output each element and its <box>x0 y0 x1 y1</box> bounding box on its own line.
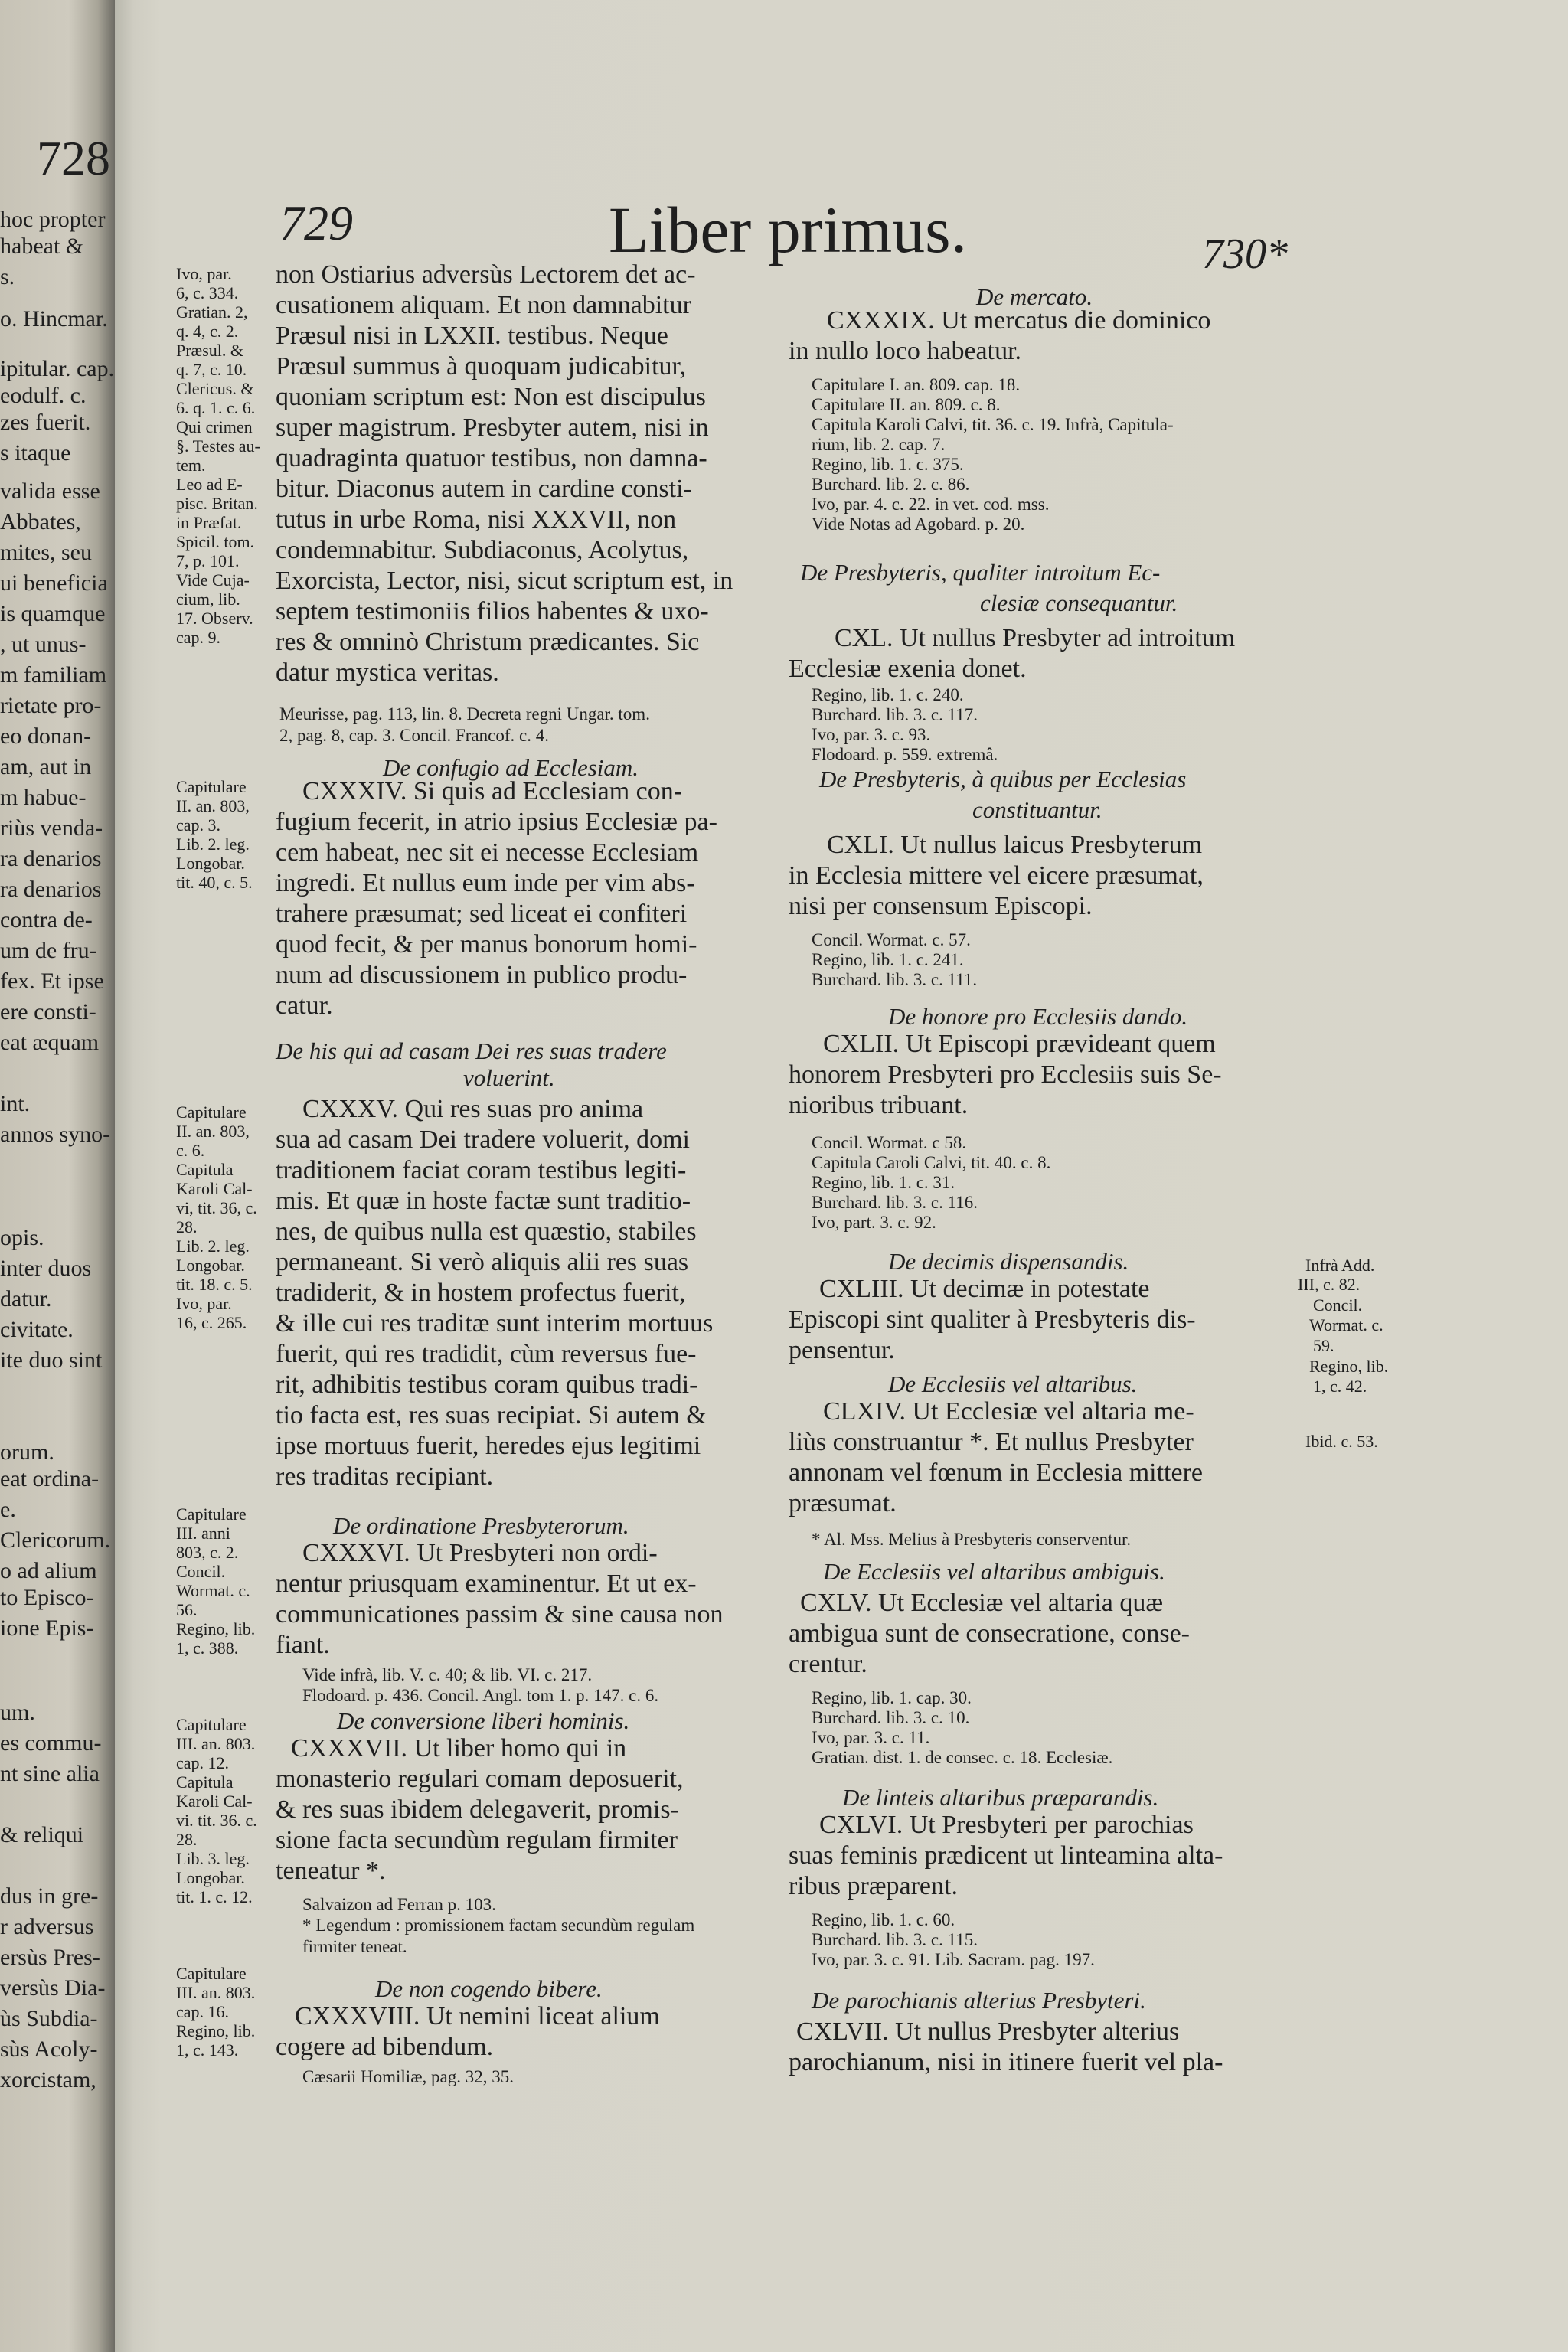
margin-reference: 6. q. 1. c. 6. <box>176 398 256 417</box>
previous-page-number: 728 <box>37 131 110 185</box>
margin-reference: Capitulare <box>176 777 247 796</box>
source-note: Ivo, par. 3. c. 93. <box>812 725 931 744</box>
source-note: * Al. Mss. Melius à Presbyteris conserventur. <box>812 1530 1132 1549</box>
source-note: Regino, lib. 1. c. 241. <box>812 950 964 969</box>
source-note: Regino, lib. 1. c. 375. <box>812 455 964 474</box>
running-title: Liber primus. <box>609 193 968 266</box>
margin-reference: III. anni <box>176 1524 230 1543</box>
text-line: bitur. Diaconus autem in cardine consti- <box>276 475 692 503</box>
section-heading: voluerint. <box>463 1064 555 1091</box>
margin-reference: Capitula <box>176 1772 234 1792</box>
section-heading: De parochianis alterius Presbyteri. <box>812 1987 1146 2014</box>
text-line: ipse mortuus fuerit, heredes ejus legitimi <box>276 1432 701 1460</box>
left-page-number: 729 <box>279 196 353 250</box>
text-line: CXXXV. Qui res suas pro anima <box>302 1095 644 1123</box>
source-note: Ivo, par. 4. c. 22. in vet. cod. mss. <box>812 495 1050 514</box>
text-line: CXLI. Ut nullus laicus Presbyterum <box>827 831 1203 859</box>
previous-page-line: riùs venda- <box>0 815 103 841</box>
right-page-number: 730* <box>1202 230 1288 278</box>
margin-reference: Regino, lib. <box>176 2021 256 2040</box>
source-note: Burchard. lib. 2. c. 86. <box>812 475 970 494</box>
margin-reference: tit. 40, c. 5. <box>176 873 253 892</box>
margin-reference: cap. 16. <box>176 2002 230 2021</box>
margin-reference: 6, c. 334. <box>176 283 239 302</box>
previous-page-line: am, aut in <box>0 754 92 779</box>
text-line: in Ecclesia mittere vel eicere præsumat, <box>789 861 1204 890</box>
margin-reference: Longobar. <box>176 1868 245 1887</box>
margin-reference: 1, c. 143. <box>176 2040 239 2060</box>
previous-page-line: um. <box>0 1700 35 1725</box>
previous-page-line: Abbates, <box>0 509 81 534</box>
text-line: catur. <box>276 991 333 1020</box>
source-note: Salvaizon ad Ferran p. 103. <box>302 1895 496 1914</box>
text-line: Præsul summus à quoquam judicabitur, <box>276 352 686 381</box>
margin-reference: tit. 1. c. 12. <box>176 1887 253 1906</box>
margin-reference: Clericus. & <box>176 379 254 398</box>
previous-page-line: eat ordina- <box>0 1466 100 1491</box>
book-page <box>115 0 1568 2352</box>
previous-page-line: es commu- <box>0 1730 102 1756</box>
text-line: CXXXVIII. Ut nemini liceat alium <box>295 2002 660 2030</box>
previous-page-line: ersùs Pres- <box>0 1945 100 1970</box>
margin-reference: 56. <box>176 1600 198 1619</box>
text-line: nes, de quibus nulla est quæstio, stabiles <box>276 1217 697 1246</box>
source-note: Burchard. lib. 3. c. 115. <box>812 1930 978 1949</box>
text-line: CXXXIV. Si quis ad Ecclesiam con- <box>302 777 683 805</box>
previous-page-line: o. Hincmar. <box>0 306 108 332</box>
section-heading: clesiæ consequantur. <box>980 590 1178 616</box>
source-note: Regino, lib. 1. c. 31. <box>812 1173 956 1192</box>
margin-reference: III. an. 803. <box>176 1983 256 2002</box>
source-note: * Legendum : promissionem factam secundùm regulam <box>302 1916 695 1935</box>
margin-reference: II. an. 803, <box>176 1122 250 1141</box>
previous-page-line: int. <box>0 1091 31 1116</box>
margin-reference: Concil. <box>176 1562 226 1581</box>
text-line: pensentur. <box>789 1336 895 1364</box>
text-line: mis. Et quæ in hoste factæ sunt traditio- <box>276 1187 691 1215</box>
text-line: nioribus tribuant. <box>789 1091 969 1119</box>
previous-page-line: fex. Et ipse <box>0 969 104 994</box>
margin-reference: Capitula <box>176 1160 234 1179</box>
text-line: communicationes passim & sine causa non <box>276 1600 724 1628</box>
source-note: Regino, lib. 1. cap. 30. <box>812 1688 972 1707</box>
text-line: datur mystica veritas. <box>276 658 499 687</box>
margin-reference: pisc. Britan. <box>176 494 258 513</box>
text-line: num ad discussionem in publico produ- <box>276 961 688 989</box>
text-line: annonam vel fœnum in Ecclesia mittere <box>789 1459 1203 1487</box>
margin-reference: 17. Observ. <box>176 609 253 628</box>
previous-page-line: ione Epis- <box>0 1615 94 1641</box>
previous-page-line: inter duos <box>0 1256 92 1281</box>
margin-reference: Præsul. & <box>176 341 244 360</box>
source-note: Regino, lib. 1. c. 240. <box>812 685 964 704</box>
previous-page-line: valida esse <box>0 479 100 504</box>
margin-reference: tit. 18. c. 5. <box>176 1275 253 1294</box>
text-line: parochianum, nisi in itinere fuerit vel pla- <box>789 2048 1223 2076</box>
previous-page-line: rietate pro- <box>0 693 102 718</box>
previous-page-line: hoc propter <box>0 207 106 232</box>
previous-page-line: ra denarios <box>0 877 102 902</box>
section-heading: De Ecclesiis vel altaribus. <box>888 1370 1138 1397</box>
source-note: Burchard. lib. 3. c. 116. <box>812 1193 978 1212</box>
margin-reference: §. Testes au- <box>176 436 260 456</box>
source-note: Capitula Caroli Calvi, tit. 40. c. 8. <box>812 1153 1051 1172</box>
text-line: ribus præparent. <box>789 1872 958 1900</box>
text-line: crentur. <box>789 1650 867 1678</box>
source-note: Capitulare I. an. 809. cap. 18. <box>812 375 1021 394</box>
text-line: quoniam scriptum est: Non est discipulus <box>276 383 706 411</box>
margin-reference: Capitulare <box>176 1102 247 1122</box>
previous-page-line: is quamque <box>0 601 106 626</box>
text-line: CXLIII. Ut decimæ in potestate <box>819 1275 1150 1303</box>
text-line: sua ad casam Dei tradere voluerit, domi <box>276 1125 690 1154</box>
margin-reference: Karoli Cal- <box>176 1179 253 1198</box>
previous-page-line: , ut unus- <box>0 632 87 657</box>
previous-page-line: xorcistam, <box>0 2067 96 2092</box>
section-heading: De his qui ad casam Dei res suas tradere <box>276 1037 667 1064</box>
text-line: septem testimoniis filios habentes & uxo- <box>276 597 709 626</box>
text-line: CLXIV. Ut Ecclesiæ vel altaria me- <box>823 1397 1194 1426</box>
margin-reference: cap. 12. <box>176 1753 230 1772</box>
margin-reference: II. an. 803, <box>176 796 250 815</box>
margin-reference: III. an. 803. <box>176 1734 256 1753</box>
text-line: permaneant. Si verò aliquis alii res suas <box>276 1248 689 1276</box>
margin-reference: 59. <box>1313 1336 1334 1355</box>
margin-reference: cap. 3. <box>176 815 221 835</box>
previous-page-line: versùs Dia- <box>0 1975 106 2001</box>
previous-page-line: orum. <box>0 1439 54 1465</box>
text-line: ambigua sunt de consecratione, conse- <box>789 1619 1190 1648</box>
margin-reference: Leo ad E- <box>176 475 243 494</box>
source-note: 2, pag. 8, cap. 3. Concil. Francof. c. 4. <box>279 726 549 745</box>
text-line: liùs construantur *. Et nullus Presbyter <box>789 1428 1194 1456</box>
margin-reference: Capitulare <box>176 1504 247 1524</box>
text-line: & ille cui res traditæ sunt interim mortuus <box>276 1309 714 1338</box>
source-note: Vide infrà, lib. V. c. 40; & lib. VI. c. 217. <box>302 1665 593 1684</box>
margin-reference: vi. tit. 36. c. <box>176 1811 257 1830</box>
previous-page-line: um de fru- <box>0 938 97 963</box>
text-line: CXXXIX. Ut mercatus die dominico <box>827 306 1211 335</box>
margin-reference: Lib. 3. leg. <box>176 1849 250 1868</box>
text-line: tutus in urbe Roma, nisi XXXVII, non <box>276 505 677 534</box>
text-line: fiant. <box>276 1631 330 1659</box>
previous-page-line: to Episco- <box>0 1585 94 1610</box>
text-line: condemnabitur. Subdiaconus, Acolytus, <box>276 536 689 564</box>
margin-reference: 28. <box>176 1830 198 1849</box>
text-line: monasterio regulari comam deposuerit, <box>276 1765 684 1793</box>
section-heading: De mercato. <box>976 283 1093 310</box>
text-line: præsumat. <box>789 1489 897 1517</box>
previous-page-line: m familiam <box>0 662 107 688</box>
margin-reference: cap. 9. <box>176 628 221 647</box>
previous-page-line: ere consti- <box>0 999 96 1024</box>
text-line: CXLII. Ut Episcopi prævideant quem <box>823 1030 1216 1058</box>
margin-reference: 1, c. 388. <box>176 1638 239 1658</box>
margin-reference: Capitulare <box>176 1715 247 1734</box>
source-note: firmiter teneat. <box>302 1937 407 1956</box>
source-note: Burchard. lib. 3. c. 10. <box>812 1708 970 1727</box>
text-line: nentur priusquam examinentur. Et ut ex- <box>276 1570 697 1598</box>
text-line: quod fecit, & per manus bonorum homi- <box>276 930 697 959</box>
margin-reference: Vide Cuja- <box>176 570 250 590</box>
source-note: Burchard. lib. 3. c. 111. <box>812 970 978 989</box>
margin-reference: 1, c. 42. <box>1313 1377 1367 1396</box>
previous-page-line: m habue- <box>0 785 87 810</box>
previous-page-line: s itaque <box>0 440 71 466</box>
text-line: cusationem aliquam. Et non damnabitur <box>276 291 691 319</box>
text-line: Præsul nisi in LXXII. testibus. Neque <box>276 322 668 350</box>
source-note: Meurisse, pag. 113, lin. 8. Decreta regni Ungar. tom. <box>279 704 650 724</box>
text-line: CXLVI. Ut Presbyteri per parochias <box>819 1811 1194 1839</box>
text-line: CXXXVI. Ut Presbyteri non ordi- <box>302 1539 658 1567</box>
text-line: Ecclesiæ exenia donet. <box>789 655 1027 683</box>
previous-page-line: opis. <box>0 1225 44 1250</box>
margin-reference: q. 7, c. 10. <box>176 360 247 379</box>
text-line: teneatur *. <box>276 1857 386 1885</box>
text-line: trahere præsumat; sed liceat ei confiteri <box>276 900 688 928</box>
text-line: traditionem faciat coram testibus legiti- <box>276 1156 687 1184</box>
margin-reference: Qui crimen <box>176 417 253 436</box>
previous-page-line: Clericorum. <box>0 1527 111 1553</box>
text-line: & res suas ibidem delegaverit, promis- <box>276 1795 679 1824</box>
previous-page-line: nt sine alia <box>0 1761 100 1786</box>
text-line: non Ostiarius adversùs Lectorem det ac- <box>276 260 696 289</box>
previous-page-line: datur. <box>0 1286 52 1312</box>
text-line: suas feminis prædicent ut linteamina alta- <box>789 1841 1223 1870</box>
margin-reference: in Præfat. <box>176 513 242 532</box>
source-note: Cæsarii Homiliæ, pag. 32, 35. <box>302 2067 514 2086</box>
section-heading: De conversione liberi hominis. <box>337 1707 630 1734</box>
text-line: rit, adhibitis testibus coram quibus tradi- <box>276 1370 698 1399</box>
section-heading: De Ecclesiis vel altaribus ambiguis. <box>823 1558 1165 1585</box>
section-heading: De honore pro Ecclesiis dando. <box>888 1003 1188 1030</box>
margin-reference: c. 6. <box>176 1141 205 1160</box>
margin-reference: Karoli Cal- <box>176 1792 253 1811</box>
margin-reference: Wormat. c. <box>176 1581 250 1600</box>
margin-reference: 7, p. 101. <box>176 551 240 570</box>
text-line: Exorcista, Lector, nisi, sicut scriptum est, in <box>276 567 733 595</box>
source-note: Burchard. lib. 3. c. 117. <box>812 705 978 724</box>
section-heading: De confugio ad Ecclesiam. <box>383 754 639 781</box>
text-line: CXXXVII. Ut liber homo qui in <box>291 1734 627 1762</box>
margin-reference: Regino, lib. <box>1309 1357 1389 1376</box>
margin-reference: Wormat. c. <box>1309 1315 1383 1334</box>
section-heading: constituantur. <box>972 796 1102 823</box>
margin-reference: Ibid. c. 53. <box>1305 1432 1378 1451</box>
margin-reference: Infrà Add. <box>1305 1256 1375 1275</box>
previous-page-line: o ad alium <box>0 1558 97 1583</box>
margin-reference: Gratian. 2, <box>176 302 248 322</box>
margin-reference: Regino, lib. <box>176 1619 256 1638</box>
source-note: Flodoard. p. 436. Concil. Angl. tom 1. p. 147. c. 6. <box>302 1686 659 1705</box>
text-line: res & omninò Christum prædicantes. Sic <box>276 628 700 656</box>
previous-page-line: eat æquam <box>0 1030 100 1055</box>
text-line: CXL. Ut nullus Presbyter ad introitum <box>835 624 1236 652</box>
text-line: honorem Presbyteri pro Ecclesiis suis Se- <box>789 1060 1222 1089</box>
previous-page-line: dus in gre- <box>0 1883 99 1909</box>
margin-reference: Spicil. tom. <box>176 532 255 551</box>
text-line: quadraginta quatuor testibus, non damna- <box>276 444 707 472</box>
source-note: Ivo, par. 3. c. 11. <box>812 1728 930 1747</box>
margin-reference: cium, lib. <box>176 590 240 609</box>
margin-reference: III, c. 82. <box>1298 1275 1361 1294</box>
previous-page-line: eodulf. c. <box>0 383 87 408</box>
text-line: res traditas recipiant. <box>276 1462 494 1491</box>
source-note: Vide Notas ad Agobard. p. 20. <box>812 514 1025 534</box>
source-note: Flodoard. p. 559. extremâ. <box>812 745 998 764</box>
previous-page-line: ùs Subdia- <box>0 2006 98 2031</box>
previous-page-line: habeat & <box>0 234 84 259</box>
source-note: Concil. Wormat. c. 57. <box>812 930 971 949</box>
previous-page-line: eo donan- <box>0 724 92 749</box>
text-line: fuerit, qui res tradidit, cùm reversus fue- <box>276 1340 697 1368</box>
margin-reference: Ivo, par. <box>176 1294 232 1313</box>
source-note: Ivo, par. 3. c. 91. Lib. Sacram. pag. 197. <box>812 1950 1095 1969</box>
previous-page-line: mites, seu <box>0 540 92 565</box>
text-line: tradiderit, & in hostem profectus fuerit, <box>276 1279 686 1307</box>
margin-reference: Lib. 2. leg. <box>176 1236 250 1256</box>
previous-page-edge <box>0 0 115 2352</box>
text-line: in nullo loco habeatur. <box>789 337 1022 365</box>
margin-reference: Lib. 2. leg. <box>176 835 250 854</box>
previous-page-line: zes fuerit. <box>0 410 91 435</box>
previous-page-line: s. <box>0 264 15 289</box>
section-heading: De Presbyteris, à quibus per Ecclesias <box>819 766 1187 792</box>
text-line: ingredi. Et nullus eum inde per vim abs- <box>276 869 695 897</box>
text-line: CXLV. Ut Ecclesiæ vel altaria quæ <box>800 1589 1164 1617</box>
margin-reference: q. 4, c. 2. <box>176 322 239 341</box>
margin-reference: 803, c. 2. <box>176 1543 239 1562</box>
previous-page-line: ui beneficia <box>0 570 108 596</box>
previous-page-line: ra denarios <box>0 846 102 871</box>
previous-page-line: sùs Acoly- <box>0 2037 98 2062</box>
text-line: fugium fecerit, in atrio ipsius Ecclesiæ pa- <box>276 808 717 836</box>
source-note: rium, lib. 2. cap. 7. <box>812 435 946 454</box>
text-line: cogere ad bibendum. <box>276 2033 494 2061</box>
previous-page-line: annos syno- <box>0 1122 111 1147</box>
margin-reference: Concil. <box>1313 1295 1363 1315</box>
section-heading: De Presbyteris, qualiter introitum Ec- <box>800 559 1161 586</box>
previous-page-line: civitate. <box>0 1317 74 1342</box>
source-note: Concil. Wormat. c 58. <box>812 1133 967 1152</box>
previous-page-line: ite duo sint <box>0 1348 103 1373</box>
source-note: Gratian. dist. 1. de consec. c. 18. Ecclesiæ. <box>812 1748 1113 1767</box>
text-line: tio facta est, res suas recipiat. Si autem & <box>276 1401 707 1429</box>
margin-reference: Capitulare <box>176 1964 247 1983</box>
margin-reference: Longobar. <box>176 854 245 873</box>
margin-reference: Longobar. <box>176 1256 245 1275</box>
text-line: sione facta secundùm regulam firmiter <box>276 1826 678 1854</box>
source-note: Regino, lib. 1. c. 60. <box>812 1910 956 1929</box>
section-heading: De ordinatione Presbyterorum. <box>333 1512 629 1539</box>
source-note: Ivo, part. 3. c. 92. <box>812 1213 936 1232</box>
previous-page-line: contra de- <box>0 907 93 933</box>
text-line: CXLVII. Ut nullus Presbyter alterius <box>796 2017 1180 2046</box>
text-line: nisi per consensum Episcopi. <box>789 892 1093 920</box>
margin-reference: 28. <box>176 1217 198 1236</box>
previous-page-line: & reliqui <box>0 1822 84 1847</box>
text-line: super magistrum. Presbyter autem, nisi in <box>276 413 709 442</box>
text-line: cem habeat, nec sit ei necesse Ecclesiam <box>276 838 699 867</box>
text-line: Episcopi sint qualiter à Presbyteris dis- <box>789 1305 1196 1334</box>
previous-page-line: r adversus <box>0 1914 94 1939</box>
source-note: Capitulare II. an. 809. c. 8. <box>812 395 1001 414</box>
previous-page-line: e. <box>0 1497 16 1522</box>
section-heading: De non cogendo bibere. <box>375 1975 603 2002</box>
margin-reference: 16, c. 265. <box>176 1313 247 1332</box>
margin-reference: Ivo, par. <box>176 264 232 283</box>
source-note: Capitula Karoli Calvi, tit. 36. c. 19. Infrà, Capitula- <box>812 415 1174 434</box>
section-heading: De decimis dispensandis. <box>888 1248 1129 1275</box>
previous-page-line: ipitular. cap. <box>0 356 115 381</box>
section-heading: De linteis altaribus præparandis. <box>842 1784 1159 1811</box>
margin-reference: tem. <box>176 456 206 475</box>
margin-reference: vi, tit. 36, c. <box>176 1198 257 1217</box>
